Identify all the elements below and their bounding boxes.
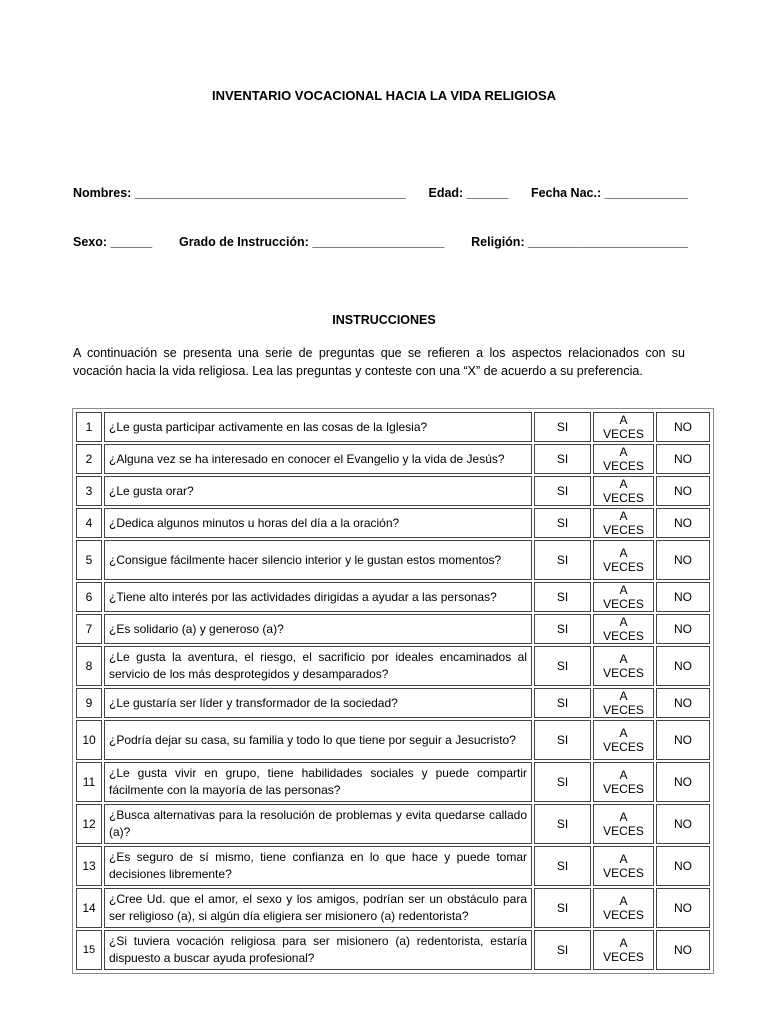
answer-si-cell[interactable]: SI bbox=[534, 688, 591, 718]
answer-a-veces-cell[interactable]: A VECES bbox=[593, 646, 654, 686]
question-row bbox=[76, 582, 710, 612]
answer-no-cell[interactable]: NO bbox=[656, 412, 710, 442]
question-row bbox=[76, 646, 710, 686]
answer-si-cell[interactable]: SI bbox=[534, 412, 591, 442]
question-row bbox=[76, 804, 710, 844]
question-text: ¿Tiene alto interés por las actividades dirigidas a ayudar a las personas? bbox=[104, 582, 532, 612]
fecha-nac-field[interactable]: Fecha Nac.: ____________ bbox=[530, 186, 688, 200]
answer-si-cell[interactable]: SI bbox=[534, 930, 591, 970]
answer-a-veces-cell[interactable]: A VECES bbox=[593, 540, 654, 580]
question-number: 7 bbox=[76, 614, 102, 644]
answer-a-veces-cell[interactable]: A VECES bbox=[593, 720, 654, 760]
answer-si-cell[interactable]: SI bbox=[534, 888, 591, 928]
question-row bbox=[76, 444, 710, 474]
answer-no-cell[interactable]: NO bbox=[656, 582, 710, 612]
answer-no-cell[interactable]: NO bbox=[656, 688, 710, 718]
answer-no-cell[interactable]: NO bbox=[656, 888, 710, 928]
question-number: 10 bbox=[76, 720, 102, 760]
question-number: 11 bbox=[76, 762, 102, 802]
question-number: 6 bbox=[76, 582, 102, 612]
question-text: ¿Podría dejar su casa, su familia y todo lo que tiene por seguir a Jesucristo? bbox=[104, 720, 532, 760]
religion-field[interactable]: Religión: _______________________ bbox=[471, 235, 688, 249]
question-text: ¿Dedica algunos minutos u horas del día a la oración? bbox=[104, 508, 532, 538]
question-number: 8 bbox=[76, 646, 102, 686]
instructions-text: A continuación se presenta una serie de preguntas que se refieren a los aspectos relacionados con su vocación hacia la vida religiosa. Lea las preguntas y conteste con una “X” de acuerdo a su preferencia. bbox=[73, 346, 685, 378]
question-row bbox=[76, 930, 710, 970]
question-number: 9 bbox=[76, 688, 102, 718]
answer-a-veces-cell[interactable]: A VECES bbox=[593, 762, 654, 802]
answer-si-cell[interactable]: SI bbox=[534, 508, 591, 538]
question-text: ¿Le gusta orar? bbox=[104, 476, 532, 506]
answer-a-veces-cell[interactable]: A VECES bbox=[593, 444, 654, 474]
answer-si-cell[interactable]: SI bbox=[534, 614, 591, 644]
question-text: ¿Consigue fácilmente hacer silencio interior y le gustan estos momentos? bbox=[104, 540, 532, 580]
question-row bbox=[76, 412, 710, 442]
question-text: ¿Le gusta la aventura, el riesgo, el sacrificio por ideales encaminados al servicio de los más desprotegidos y desamparados? bbox=[104, 646, 532, 686]
answer-si-cell[interactable]: SI bbox=[534, 762, 591, 802]
question-row bbox=[76, 540, 710, 580]
personal-data-row-1 bbox=[73, 186, 688, 200]
question-text: ¿Si tuviera vocación religiosa para ser misionero (a) redentorista, estaría dispuesto a buscar ayuda profesional? bbox=[104, 930, 532, 970]
personal-data-row-2 bbox=[73, 235, 688, 249]
answer-no-cell[interactable]: NO bbox=[656, 720, 710, 760]
question-text: ¿Cree Ud. que el amor, el sexo y los amigos, podrían ser un obstáculo para ser religioso (a), si algún día eligiera ser misionero (a) redentorista? bbox=[104, 888, 532, 928]
question-text: ¿Es seguro de sí mismo, tiene confianza en lo que hace y puede tomar decisiones libremente? bbox=[104, 846, 532, 886]
sexo-field[interactable]: Sexo: ______ bbox=[73, 235, 153, 249]
answer-si-cell[interactable]: SI bbox=[534, 582, 591, 612]
answer-no-cell[interactable]: NO bbox=[656, 646, 710, 686]
answer-si-cell[interactable]: SI bbox=[534, 444, 591, 474]
answer-no-cell[interactable]: NO bbox=[656, 614, 710, 644]
answer-a-veces-cell[interactable]: A VECES bbox=[593, 688, 654, 718]
answer-no-cell[interactable]: NO bbox=[656, 804, 710, 844]
answer-a-veces-cell[interactable]: A VECES bbox=[593, 412, 654, 442]
question-text: ¿Alguna vez se ha interesado en conocer el Evangelio y la vida de Jesús? bbox=[104, 444, 532, 474]
answer-a-veces-cell[interactable]: A VECES bbox=[593, 888, 654, 928]
question-text: ¿Busca alternativas para la resolución de problemas y evita quedarse callado (a)? bbox=[104, 804, 532, 844]
document-title: INVENTARIO VOCACIONAL HACIA LA VIDA RELIGIOSA bbox=[211, 88, 557, 103]
question-number: 14 bbox=[76, 888, 102, 928]
question-row bbox=[76, 508, 710, 538]
answer-no-cell[interactable]: NO bbox=[656, 762, 710, 802]
question-row bbox=[76, 476, 710, 506]
answer-a-veces-cell[interactable]: A VECES bbox=[593, 582, 654, 612]
answer-no-cell[interactable]: NO bbox=[656, 930, 710, 970]
question-number: 13 bbox=[76, 846, 102, 886]
answer-no-cell[interactable]: NO bbox=[656, 846, 710, 886]
answer-no-cell[interactable]: NO bbox=[656, 476, 710, 506]
question-number: 2 bbox=[76, 444, 102, 474]
question-number: 1 bbox=[76, 412, 102, 442]
question-text: ¿Le gusta vivir en grupo, tiene habilidades sociales y puede compartir fácilmente con la mayoría de las personas? bbox=[104, 762, 532, 802]
answer-a-veces-cell[interactable]: A VECES bbox=[593, 476, 654, 506]
answer-si-cell[interactable]: SI bbox=[534, 476, 591, 506]
question-row bbox=[76, 762, 710, 802]
answer-a-veces-cell[interactable]: A VECES bbox=[593, 614, 654, 644]
edad-field[interactable]: Edad: ______ bbox=[428, 186, 509, 200]
questionnaire-table bbox=[72, 408, 714, 974]
answer-a-veces-cell[interactable]: A VECES bbox=[593, 508, 654, 538]
answer-si-cell[interactable]: SI bbox=[534, 720, 591, 760]
grado-instruccion-field[interactable]: Grado de Instrucción: ___________________ bbox=[178, 235, 445, 249]
answer-si-cell[interactable]: SI bbox=[534, 646, 591, 686]
answer-si-cell[interactable]: SI bbox=[534, 846, 591, 886]
question-number: 4 bbox=[76, 508, 102, 538]
question-number: 5 bbox=[76, 540, 102, 580]
question-number: 12 bbox=[76, 804, 102, 844]
question-number: 3 bbox=[76, 476, 102, 506]
answer-no-cell[interactable]: NO bbox=[656, 540, 710, 580]
nombres-field[interactable]: Nombres: _______________________________________ bbox=[73, 186, 406, 200]
answer-no-cell[interactable]: NO bbox=[656, 444, 710, 474]
question-text: ¿Le gusta participar activamente en las cosas de la Iglesia? bbox=[104, 412, 532, 442]
instructions-heading: INSTRUCCIONES bbox=[332, 313, 436, 327]
question-row bbox=[76, 614, 710, 644]
question-text: ¿Es solidario (a) y generoso (a)? bbox=[104, 614, 532, 644]
question-text: ¿Le gustaría ser líder y transformador de la sociedad? bbox=[104, 688, 532, 718]
questionnaire-body bbox=[76, 412, 710, 970]
question-number: 15 bbox=[76, 930, 102, 970]
answer-no-cell[interactable]: NO bbox=[656, 508, 710, 538]
answer-a-veces-cell[interactable]: A VECES bbox=[593, 930, 654, 970]
question-row bbox=[76, 888, 710, 928]
question-row bbox=[76, 720, 710, 760]
answer-a-veces-cell[interactable]: A VECES bbox=[593, 846, 654, 886]
answer-si-cell[interactable]: SI bbox=[534, 804, 591, 844]
answer-a-veces-cell[interactable]: A VECES bbox=[593, 804, 654, 844]
question-row bbox=[76, 846, 710, 886]
question-row bbox=[76, 688, 710, 718]
answer-si-cell[interactable]: SI bbox=[534, 540, 591, 580]
